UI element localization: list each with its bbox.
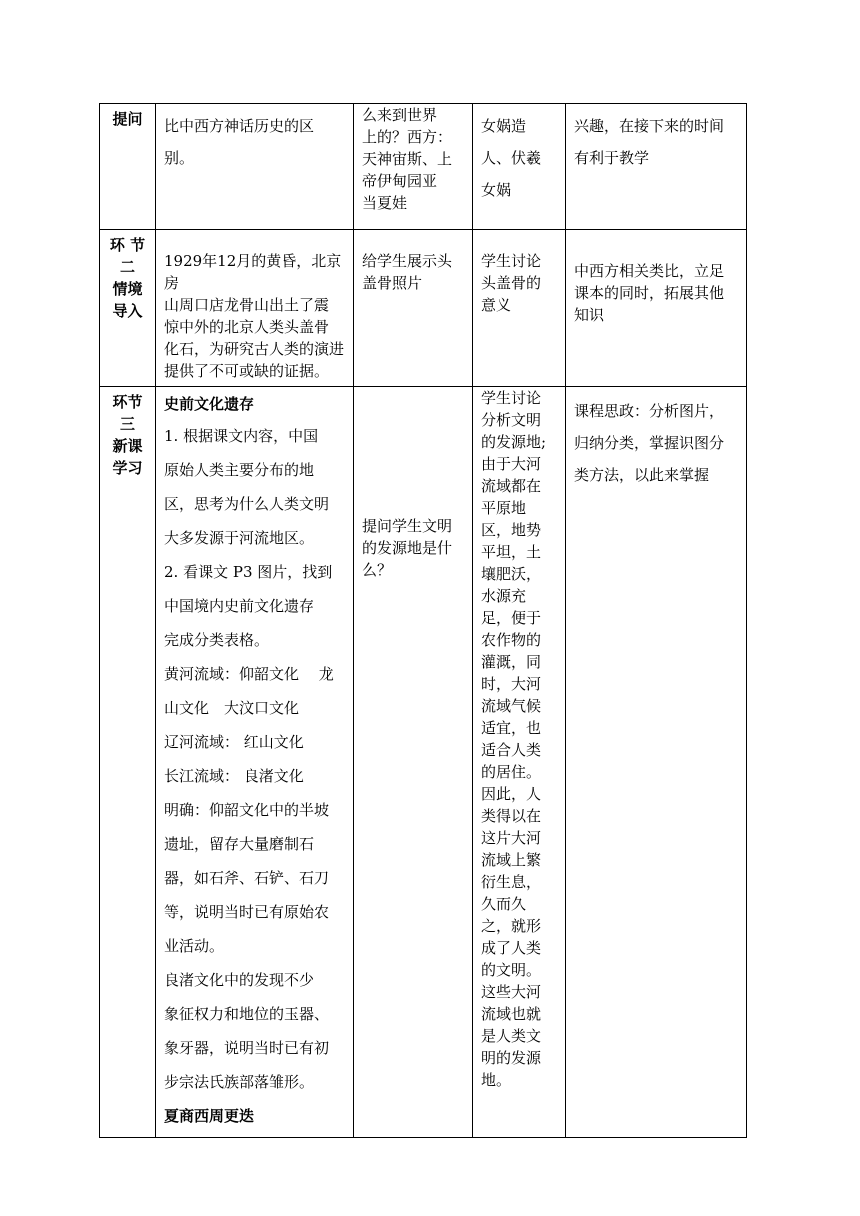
stage-cell: 环节 三 新课 学习 [100, 387, 156, 1138]
teacher-activity-cell: 提问学生文明 的发源地是什 么？ [354, 387, 473, 1138]
design-intent-cell: 中西方相关类比，立足 课本的同时，拓展其他 知识 [566, 230, 747, 387]
content-cell: 史前文化遗存 1. 根据课文内容，中国 原始人类主要分布的地 区，思考为什么人类文明 大多发源于河流地区。 2. 看课文 P3 图片，找到 中国境内史前文化遗存 完成分类表格。 黄河流域：仰韶文化 龙 山文化 大汶口文化 辽河流域： 红山文化 长江流域： 良渚文化 明确：仰韶文化中的半坡 遗址，留存大量磨制石 器，如石斧、石铲、石刀 等，说明当时已有原始农 业活动。 良渚文化中的发现不少 象征权力和地位的玉器、 象牙器，说明当时已有初 步宗法氏族部落雏形。 夏商西周更迭 [156, 387, 354, 1138]
content-cell: 比中西方神话历史的区 别。 [156, 104, 354, 230]
design-intent-cell: 课程思政：分析图片， 归纳分类，掌握识图分 类方法，以此来掌握 [566, 387, 747, 1138]
table-row [100, 230, 747, 387]
stage-cell: 环 节 二 情境 导入 [100, 230, 156, 387]
student-activity-cell: 学生讨论 分析文明 的发源地; 由于大河 流域都在 平原地 区，地势 平坦，土 壤肥沃， 水源充 足，便于 农作物的 灌溉，同 时，大河 流域气候 适宜，也 适合人类 的居住。 因此，人 类得以在 这片大河 流域上繁 衍生息， 久而久 之，就形 成了人类 的文明。 这些大河 流域也就 是人类文 明的发源 地。 [473, 387, 566, 1138]
teacher-activity-cell: 么来到世界 上的？西方： 天神宙斯、上 帝伊甸园亚 当夏娃 [354, 104, 473, 230]
content-cell: 1929年12月的黄昏，北京房 山周口店龙骨山出土了震 惊中外的北京人类头盖骨 化石，为研究古人类的演进 提供了不可或缺的证据。 [156, 230, 354, 387]
section-heading: 夏商西周更迭 [164, 1107, 255, 1125]
stage-cell: 提问 [100, 104, 156, 230]
student-activity-cell: 女娲造 人、伏羲 女娲 [473, 104, 566, 230]
section-heading: 史前文化遗存 [164, 395, 255, 413]
student-activity-cell: 学生讨论 头盖骨的 意义 [473, 230, 566, 387]
design-intent-cell: 兴趣，在接下来的时间 有利于教学 [566, 104, 747, 230]
table-row [100, 104, 747, 230]
teacher-activity-cell: 给学生展示头 盖骨照片 [354, 230, 473, 387]
lesson-plan-table [99, 103, 747, 1138]
table-row [100, 387, 747, 1138]
